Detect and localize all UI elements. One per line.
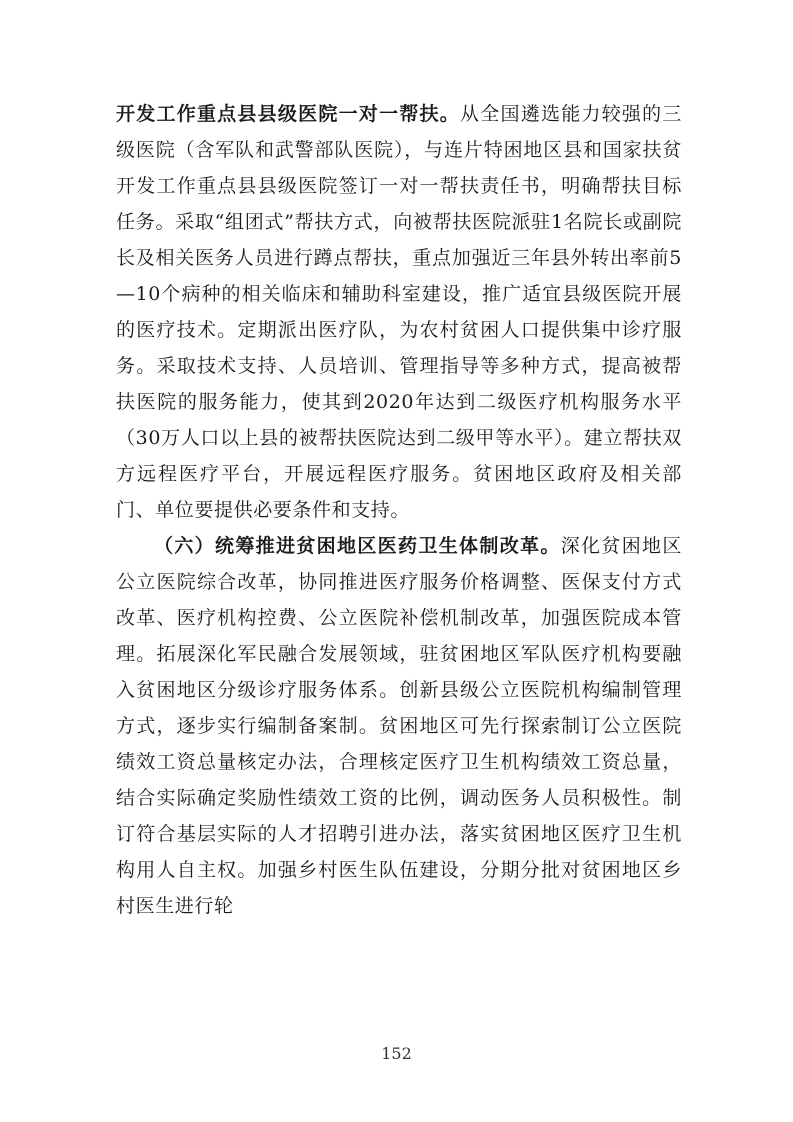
paragraph-1-heading: 开发工作重点县县级医院一对一帮扶。 <box>116 103 461 125</box>
page-number: 152 <box>381 1044 412 1063</box>
paragraph-2-text: 深化贫困地区公立医院综合改革，协同推进医疗服务价格调整、医保支付方式改革、医疗机构控费、公立医院补偿机制改革，加强医院成本管理。拓展深化军民融合发展领域，驻贫困地区军队医疗机构要融入贫困地区分级诊疗服务体系。创新县级公立医院机构编制管理方式，逐步实行编制备案制。贫困地区可先行探索制订公立医院绩效工资总量核定办法，合理核定医疗卫生机构绩效工资总量，结合实际确定奖励性绩效工资的比例，调动医务人员积极性。制订符合基层实际的人才招聘引进办法，落实贫困地区医疗卫生机构用人自主权。加强乡村医生队伍建设，分期分批对贫困地区乡村医生进行轮 <box>116 535 682 917</box>
paragraph-2 <box>116 528 682 924</box>
paragraph-1-text: 从全国遴选能力较强的三级医院（含军队和武警部队医院），与连片特困地区县和国家扶贫开发工作重点县县级医院签订一对一帮扶责任书，明确帮扶目标任务。采取“组团式”帮扶方式，向被帮扶医院派驻1名院长或副院长及相关医务人员进行蹲点帮扶，重点加强近三年县外转出率前5—10个病种的相关临床和辅助科室建设，推广适宜县级医院开展的医疗技术。定期派出医疗队，为农村贫困人口提供集中诊疗服务。采取技术支持、人员培训、管理指导等多种方式，提高被帮扶医院的服务能力，使其到2020年达到二级医疗机构服务水平（30万人口以上县的被帮扶医院达到二级甲等水平）。建立帮扶双方远程医疗平台，开展远程医疗服务。贫困地区政府及相关部门、单位要提供必要条件和支持。 <box>116 103 682 521</box>
paragraph-2-heading: （六）统筹推进贫困地区医药卫生体制改革。 <box>154 535 561 557</box>
paragraph-1 <box>116 96 682 528</box>
document-body <box>116 96 682 924</box>
